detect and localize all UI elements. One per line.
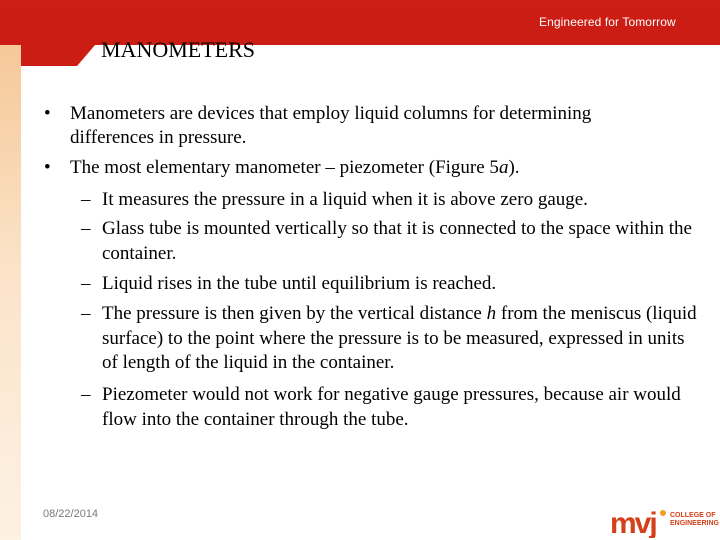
logo-line-1: COLLEGE OF	[670, 512, 716, 519]
bullet-marker: •	[44, 157, 51, 178]
sub-bullet-text: It measures the pressure in a liquid when it is above zero gauge.	[102, 189, 588, 210]
bullet-text: Manometers are devices that employ liquid columns for determining differences in pressure.	[70, 103, 592, 148]
sub-bullet-text: Liquid rises in the tube until equilibrium is reached.	[102, 273, 497, 294]
sub-bullet-text: Glass tube is mounted vertically so that it is connected to the space within the container.	[102, 218, 692, 264]
sub-bullet-marker: –	[81, 218, 91, 239]
sub-bullet-marker: –	[81, 273, 91, 294]
sub-bullet-marker: –	[81, 303, 91, 324]
college-logo	[608, 508, 720, 540]
bullet-text: The most elementary manometer – piezometer (Figure 5a).	[70, 157, 520, 178]
logo-line-2: ENGINEERING	[670, 520, 720, 527]
bullet-item	[44, 102, 680, 150]
sub-bullet-item	[81, 272, 702, 297]
logo-letters: mvj	[610, 508, 656, 538]
left-accent-strip	[0, 45, 21, 540]
sub-bullet-item	[81, 217, 702, 266]
sub-bullet-marker: –	[81, 189, 91, 210]
mvj-logo-mark	[610, 508, 670, 538]
footer-date: 08/22/2014	[43, 508, 99, 520]
sub-bullet-text: The pressure is then given by the vertical distance h from the meniscus (liquid surface) to the point where the pressure is to be measured, expressed in units of length of the liquid in the container.	[102, 303, 697, 373]
bullet-marker: •	[44, 103, 51, 124]
bullet-item	[44, 156, 680, 180]
sub-bullet-item	[81, 188, 702, 213]
sub-bullet-marker: –	[81, 384, 91, 405]
sub-bullet-text: Piezometer would not work for negative gauge pressures, because air would flow into the container through the tube.	[102, 384, 681, 430]
sub-bullet-item	[81, 383, 702, 432]
page-title: MANOMETERS	[101, 37, 256, 62]
sub-bullet-item	[81, 302, 702, 376]
header-tagline: Engineered for Tomorrow	[539, 15, 676, 29]
